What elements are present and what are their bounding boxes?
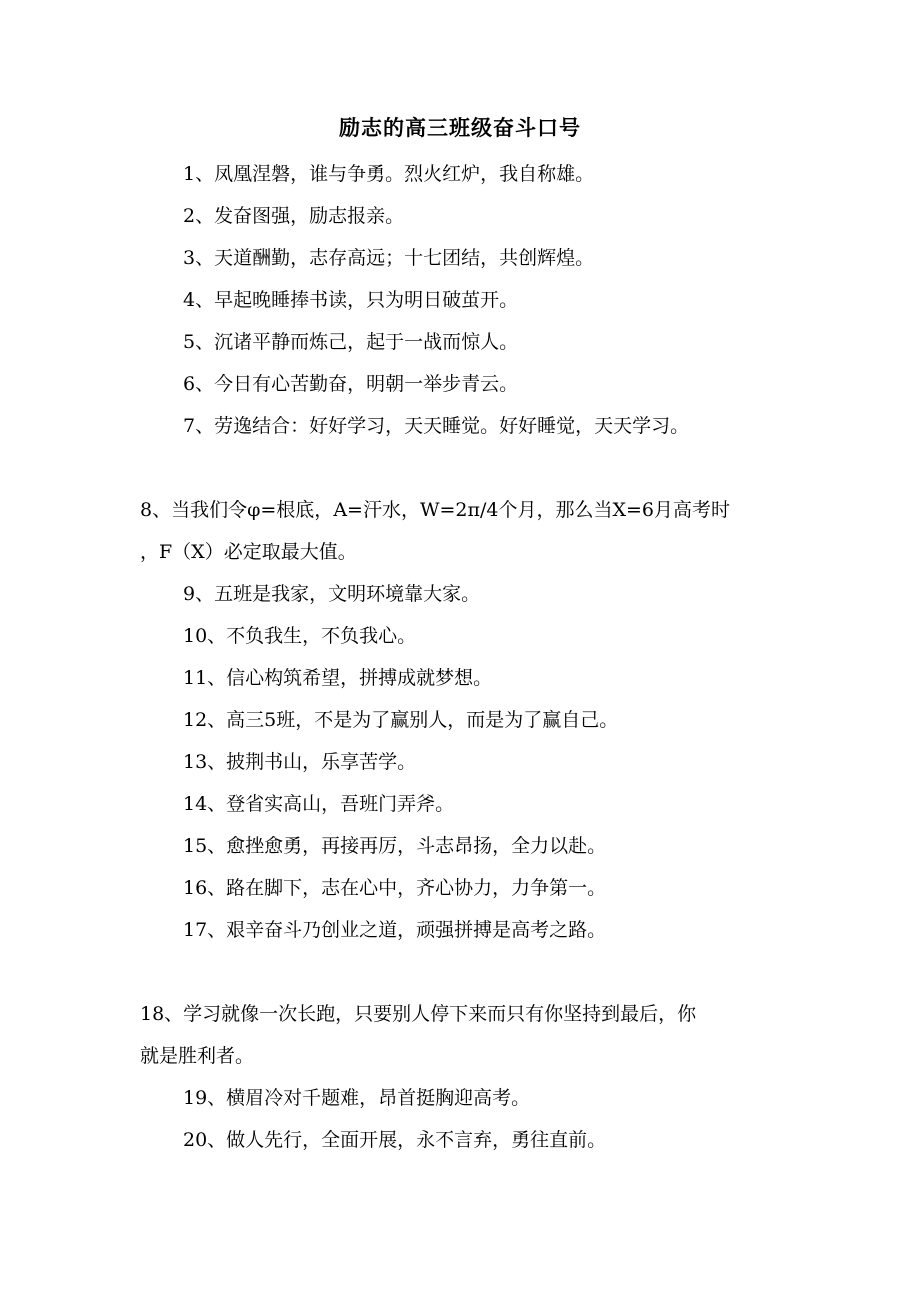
slogan-line: 6、今日有心苦勤奋，明朝一举步青云。	[183, 373, 519, 395]
slogan-line: 18、学习就像一次长跑，只要别人停下来而只有你坚持到最后，你	[140, 1003, 697, 1025]
slogan-line: 2、发奋图强，励志报亲。	[183, 205, 405, 227]
slogan-line-continued: ，F（X）必定取最大值。	[140, 541, 357, 563]
document-title: 励志的高三班级奋斗口号	[339, 115, 581, 140]
slogan-line: 1、凤凰涅磐，谁与争勇。烈火红炉，我自称雄。	[183, 163, 595, 185]
slogan-line: 15、愈挫愈勇，再接再厉，斗志昂扬，全力以赴。	[183, 835, 607, 857]
slogan-line: 10、不负我生，不负我心。	[183, 625, 417, 647]
slogan-line: 3、天道酬勤，志存高远；十七团结，共创辉煌。	[183, 247, 595, 269]
slogan-line: 13、披荆书山，乐享苦学。	[183, 751, 417, 773]
slogan-line: 9、五班是我家，文明环境靠大家。	[183, 583, 481, 605]
slogan-line: 20、做人先行，全面开展，永不言弃，勇往直前。	[183, 1129, 607, 1151]
slogan-line: 16、路在脚下，志在心中，齐心协力，力争第一。	[183, 877, 607, 899]
slogan-line: 12、高三5班，不是为了赢别人，而是为了赢自己。	[183, 709, 619, 731]
slogan-line: 5、沉诸平静而炼己，起于一战而惊人。	[183, 331, 519, 353]
slogan-line: 19、横眉冷对千题难，昂首挺胸迎高考。	[183, 1087, 531, 1109]
slogan-line: 4、早起晚睡捧书读，只为明日破茧开。	[183, 289, 519, 311]
slogan-line: 8、当我们令φ=根底，A=汗水，W=2π/4个月，那么当X=6月高考时	[140, 499, 731, 521]
slogan-line: 17、艰辛奋斗乃创业之道，顽强拼搏是高考之路。	[183, 919, 607, 941]
slogan-line-continued: 就是胜利者。	[140, 1045, 255, 1067]
slogan-line: 11、信心构筑希望，拼搏成就梦想。	[183, 667, 493, 689]
slogan-line: 7、劳逸结合：好好学习，天天睡觉。好好睡觉，天天学习。	[183, 415, 690, 437]
slogan-line: 14、登省实高山，吾班门弄斧。	[183, 793, 455, 815]
